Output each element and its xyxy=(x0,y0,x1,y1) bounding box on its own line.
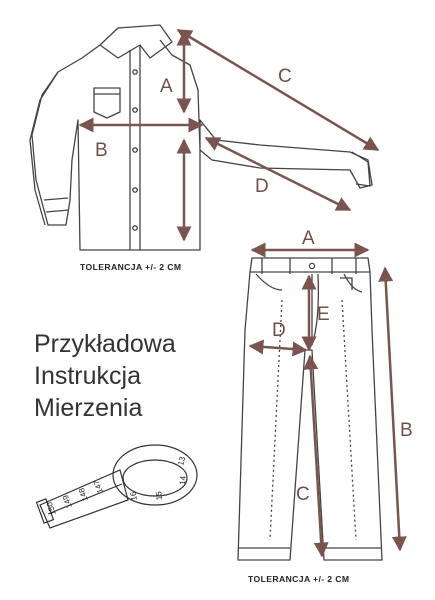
shirt-arrow-c xyxy=(178,30,378,150)
shirt-label-d: D xyxy=(255,176,269,197)
tape-mark: 150 xyxy=(44,500,58,517)
tape-mark: 148 xyxy=(76,486,90,503)
title-line-1: Przykładowa xyxy=(34,330,176,358)
pants-label-e: E xyxy=(317,304,330,325)
shirt-label-c: C xyxy=(278,66,292,87)
shirt-illustration xyxy=(30,25,372,250)
shirt-tolerance-note: TOLERANCJA +/- 2 CM xyxy=(80,262,182,272)
pants-arrow-d xyxy=(250,346,306,350)
pants-arrow-c xyxy=(310,356,322,556)
tape-measure-illustration xyxy=(37,445,197,528)
pants-label-b: B xyxy=(400,420,413,441)
tape-mark: 13 xyxy=(176,455,188,467)
tape-mark: 147 xyxy=(91,478,105,495)
pants-label-d: D xyxy=(272,320,286,341)
pants-tolerance-note: TOLERANCJA +/- 2 CM xyxy=(248,574,350,584)
pants-label-c: C xyxy=(296,484,310,505)
pants-arrow-b xyxy=(385,268,400,550)
tape-mark: 149 xyxy=(60,493,74,510)
pants-label-a: A xyxy=(302,228,315,249)
shirt-arrow-d xyxy=(206,138,350,210)
tape-mark: 16 xyxy=(128,490,139,502)
title-line-2: Instrukcja xyxy=(34,362,141,390)
tape-mark: 14 xyxy=(178,475,188,486)
title-line-3: Mierzenia xyxy=(34,394,143,422)
shirt-label-a: A xyxy=(160,76,173,97)
shirt-label-b: B xyxy=(95,140,108,161)
tape-mark: 15 xyxy=(154,490,164,501)
